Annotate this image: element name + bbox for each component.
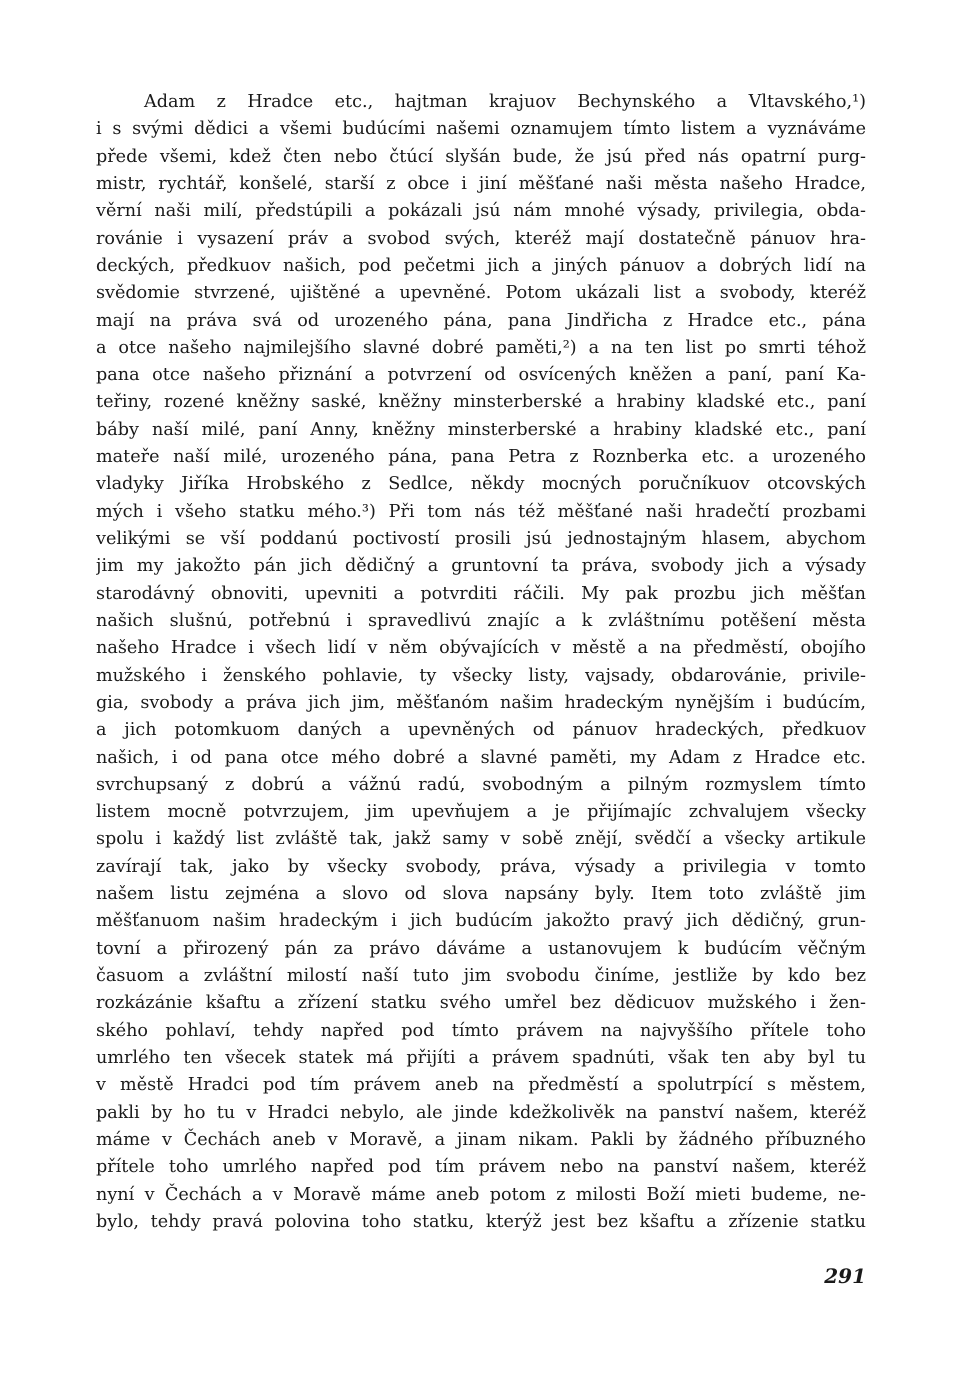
text-line: našich, i od pana otce mého dobré a slavné paměti, my Adam z Hradce etc. <box>96 747 866 768</box>
text-line: Adam z Hradce etc., hajtman krajuov Bechynského a Vltavského,¹) <box>144 92 866 112</box>
text-line: deckých, předkuov našich, pod pečetmi jich a jiných pánuov a dobrých lidí na <box>96 255 866 276</box>
text-line: věrní naši milí, předstúpili a pokázali jsú nám mnohé výsady, privilegia, obda- <box>96 201 866 222</box>
text-line: teřiny, rozené kněžny saské, kněžny minsterberské a hrabiny kladské etc., paní <box>96 392 866 413</box>
text-line: našich slušnú, potřebnú i spravedlivú znajíc a k zvláštnímu potěšení města <box>96 610 866 631</box>
text-line: báby naší milé, paní Anny, kněžny minsterberské a hrabiny kladské etc., paní <box>96 419 866 440</box>
text-line: zavírají tak, jako by všecky svobody, práva, výsady a privilegia v tomto <box>96 856 866 877</box>
text-line: máme v Čechách aneb v Moravě, a jinam nikam. Pakli by žádného příbuzného <box>96 1129 866 1150</box>
page-number: 291 <box>824 1264 866 1288</box>
text-line: měšťanuom našim hradeckým i jich budúcím jakožto pravý jich dědičný, grun- <box>96 911 866 932</box>
text-line: nyní v Čechách a v Moravě máme aneb potom z milosti Boží mieti budeme, ne- <box>96 1184 866 1205</box>
text-line: bylo, tehdy pravá polovina toho statku, kterýž jest bez kšaftu a zřízenie statku <box>96 1211 866 1232</box>
text-line: mistr, rychtář, konšelé, starší z obce i jiní měšťané naši města našeho Hradce, <box>96 173 866 194</box>
text-line: jim my jakožto pán jich dědičný a gruntovní ta práva, svobody jich a výsady <box>96 556 866 577</box>
text-line: gia, svobody a práva jich jim, měšťanóm našim hradeckým nynějším i budúcím, <box>96 692 866 713</box>
text-line: mají na práva svá od urozeného pána, pana Jindřicha z Hradce etc., pána <box>96 310 866 331</box>
text-line: umrlého ten všecek statek má přijíti a právem spadnúti, však ten aby byl tu <box>96 1047 866 1068</box>
text-line: a jich potomkuom daných a upevněných od pánuov hradeckých, předkuov <box>96 720 866 741</box>
text-line: vladyky Jiříka Hrobského z Sedlce, někdy mocných poručníkuov otcovských <box>96 474 866 495</box>
text-line: v městě Hradci pod tím právem aneb na předměstí a spolutrpící s městem, <box>96 1075 866 1096</box>
text-line: našem listu zejména a slovo od slova napsány byly. Item toto zvláště jim <box>96 884 866 905</box>
text-line: svrchupsaný z dobrú a vážnú radú, svobodným a pilným rozmyslem tímto <box>96 774 866 795</box>
text-line: ského pohlaví, tehdy napřed pod tímto právem na najvyššího přítele toho <box>96 1020 866 1041</box>
text-line: svědomie stvrzené, ujištěné a upevněné. Potom ukázali list a svobody, kteréž <box>96 283 866 304</box>
text-line: časuom a zvláštní milostí naší tuto jim svobodu činíme, jestliže by kdo bez <box>96 966 866 986</box>
text-line: spolu i každý list zvláště tak, jakž samy v sobě znějí, svědčí a všecky artikule <box>96 829 866 850</box>
text-line: i s svými dědici a všemi budúcími našemi oznamujem tímto listem a vyznáváme <box>96 119 866 140</box>
text-line: a otce našeho najmilejšího slavné dobré paměti,²) a na ten list po smrti téhož <box>96 337 866 358</box>
text-line: mateře naší milé, urozeného pána, pana Petra z Roznberka etc. a urozeného <box>96 447 866 468</box>
text-line: našeho Hradce i všech lidí v něm obývajících v městě a na předměstí, obojího <box>96 638 866 659</box>
text-line: rovánie i vysazení práv a svobod svých, kteréž mají dostatečně pánuov hra- <box>96 228 866 249</box>
text-line: mých i všeho statku mého.³) Při tom nás též měšťané naši hradečtí prozbami <box>96 501 866 522</box>
text-line: pakli by ho tu v Hradci nebylo, ale jinde kdežkolivěk na panství našem, kteréž <box>96 1102 866 1123</box>
text-line: starodávný obnoviti, upevniti a potvrditi ráčili. My pak prozbu jich měšťan <box>96 583 866 604</box>
text-line: přede všemi, kdež čten nebo čtúcí slyšán bude, že jsú před nás opatrní purg- <box>96 146 866 167</box>
text-line: pana otce našeho přiznání a potvrzení od osvícených kněžen a paní, paní Ka- <box>96 365 866 386</box>
text-line: listem mocně potvrzujem, jim upevňujem a je přijímajíc zchvalujem všecky <box>96 802 866 823</box>
text-line: velikými se vší poddanú poctivostí prosili jsú jednostajným hlasem, abychom <box>96 529 866 549</box>
text-line: přítele toho umrlého napřed pod tím právem nebo na panství našem, kteréž <box>96 1157 866 1178</box>
text-line: tovní a přirozený pán za právo dáváme a ustanovujem k budúcím věčným <box>96 938 866 959</box>
body-text <box>96 89 866 1236</box>
text-line: rozkázánie kšaftu a zřízení statku svého umřel bez dědicuov mužského i žen- <box>96 993 866 1014</box>
text-line: mužského i ženského pohlavie, ty všecky listy, vajsady, obdarovánie, privile- <box>96 665 866 686</box>
